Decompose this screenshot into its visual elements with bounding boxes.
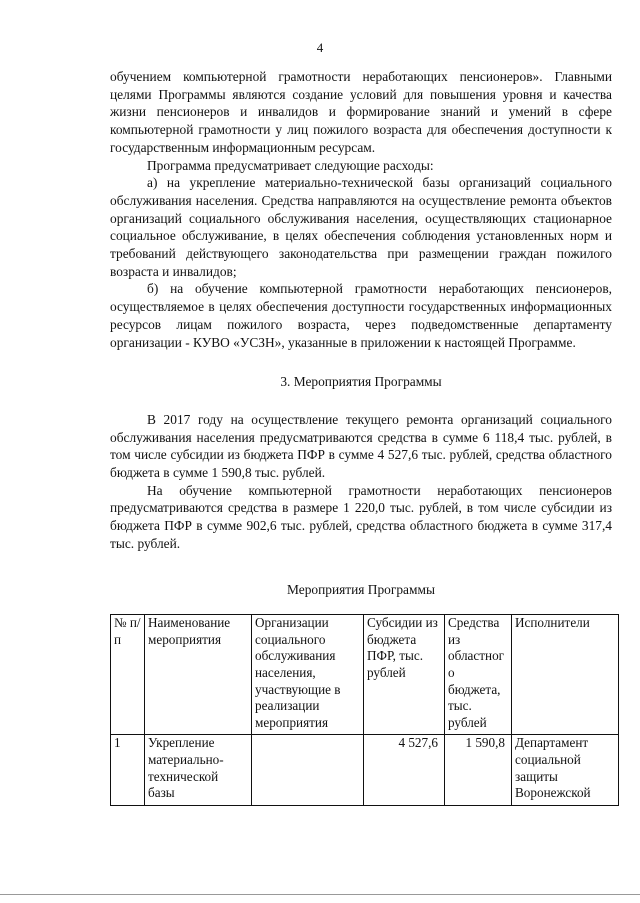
header-name: Наименование мероприятия [145,615,252,735]
header-executors: Исполнители [512,615,619,735]
cell-orgs [252,735,364,805]
cell-executors: Департамент социальной защиты Воронежской [512,735,619,805]
page-number: 4 [316,40,324,55]
program-activities-table [110,614,619,806]
header-subsidy: Субсидии из бюджета ПФР, тыс. рублей [364,615,445,735]
paragraph-expense-a: а) на укрепление материально-технической базы организаций социального обслуживания населения. Средства направляются на осуществление ремонта объектов организаций социального обслуживания населения, осуществляющих стационарное социальное обслуживание, в целях обеспечения соблюдения установленных норм и требований действующего законодательства при размещении граждан пожилого возраста и инвалидов; [110,175,612,279]
header-orgs: Организации социального обслуживания населения, участвующие в реализации мероприятия [252,615,364,735]
cell-name: Укрепление материально-технической базы [145,735,252,805]
paragraph-goals: обучением компьютерной грамотности неработающих пенсионеров». Главными целями Программы являются создание условий для повышения уровня и качества жизни пенсионеров и инвалидов и формирование знаний и умений в сфере компьютерной грамотности у лиц пожилого возраста для обеспечения доступности к государственным информационным ресурсам. [110,69,612,155]
table-row [111,735,619,805]
paragraph-training-funding: На обучение компьютерной грамотности неработающих пенсионеров предусматриваются средства в размере 1 220,0 тыс. рублей, в том числе субсидии из бюджета ПФР в сумме 902,6 тыс. рублей, средства областного бюджета в сумме 317,4 тыс. рублей. [110,482,612,551]
table-title: Мероприятия Программы [287,581,435,597]
section-heading: 3. Мероприятия Программы [280,374,442,390]
paragraph-expense-b: б) на обучение компьютерной грамотности неработающих пенсионеров, осуществляемое в целях обеспечения доступности государственных информационных ресурсов лицам пожилого возраста, через подведомственные департаменту организации - КУВО «УСЗН», указанные в приложении к настоящей Программе. [110,281,612,350]
page-bottom-edge [0,894,640,895]
paragraph-repair-funding: В 2017 году на осуществление текущего ремонта организаций социального обслуживания населения предусматриваются средства в сумме 6 118,4 тыс. рублей, в том числе субсидии из бюджета ПФР в сумме 4 527,6 тыс. рублей, средства областного бюджета в сумме 1 590,8 тыс. рублей. [110,411,612,481]
table-header-row [111,615,619,735]
document-body [110,68,612,806]
header-regional: Средства из областного бюджета, тыс. рублей [445,615,512,735]
cell-subsidy: 4 527,6 [364,735,445,805]
cell-num: 1 [111,735,145,805]
header-num: № п/п [111,615,145,735]
cell-regional: 1 590,8 [445,735,512,805]
paragraph-expenses-intro: Программа предусматривает следующие расходы: [147,157,434,173]
